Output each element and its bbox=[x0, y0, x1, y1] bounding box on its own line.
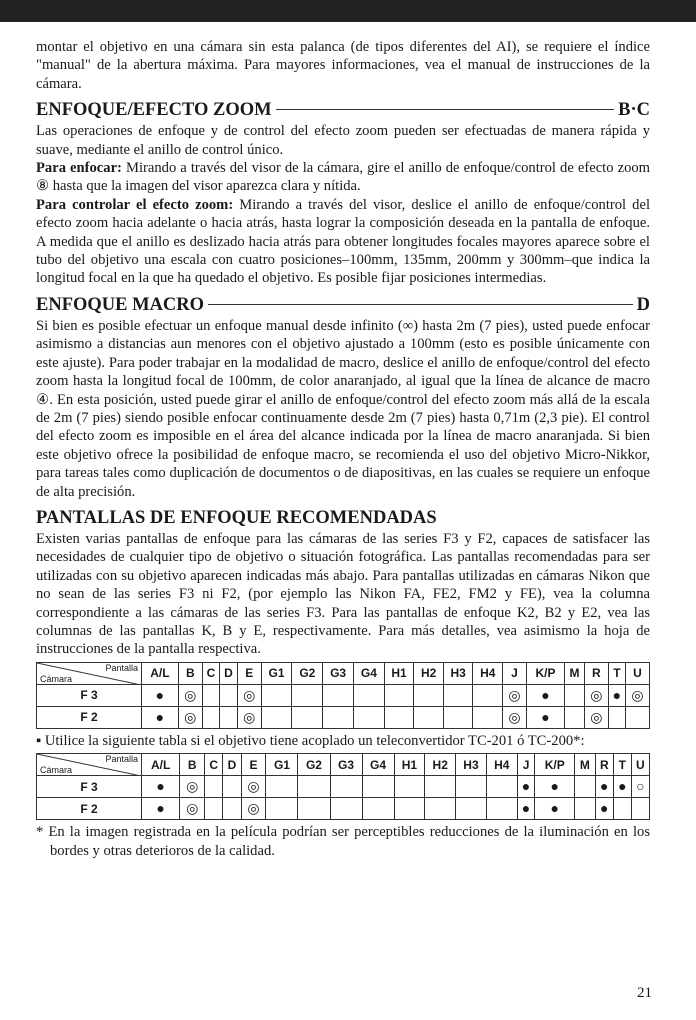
suitability-symbol: ◎ bbox=[243, 686, 256, 703]
suitability-symbol: ◎ bbox=[590, 708, 603, 725]
intro-paragraph: montar el objetivo en una cámara sin esta palanca (de tipos diferentes del AI), se requiere el índice "manual" de la abertura máxima. Para mayores informaciones, vea el manual de instrucciones de la cámara. bbox=[36, 39, 650, 92]
zoom-paragraph-1: Las operaciones de enfoque y de control del efecto zoom pueden ser efectuadas de manera rápida y suave, mediante el anillo de control único. bbox=[36, 123, 650, 158]
column-header-u: U bbox=[631, 754, 649, 776]
column-header-g1: G1 bbox=[261, 662, 292, 684]
page-number: 21 bbox=[637, 985, 652, 1001]
column-header-b: B bbox=[180, 754, 205, 776]
table-cell bbox=[384, 684, 414, 706]
camara-label: Cámara bbox=[40, 765, 73, 776]
table-cell bbox=[323, 684, 354, 706]
column-header-g4: G4 bbox=[362, 754, 394, 776]
column-header-g3: G3 bbox=[323, 662, 354, 684]
table-cell bbox=[503, 706, 527, 728]
table-cell bbox=[425, 798, 456, 820]
column-header-h4: H4 bbox=[486, 754, 517, 776]
table-cell bbox=[298, 776, 330, 798]
suitability-symbol: ◎ bbox=[243, 708, 256, 725]
suitability-symbol: ◎ bbox=[590, 686, 603, 703]
table-cell bbox=[456, 776, 487, 798]
table-cell bbox=[625, 706, 649, 728]
table-cell bbox=[394, 798, 425, 820]
table-cell bbox=[362, 776, 394, 798]
table-cell bbox=[613, 776, 631, 798]
suitability-symbol: ● bbox=[550, 778, 559, 795]
column-header-c: C bbox=[205, 754, 223, 776]
column-header-h1: H1 bbox=[394, 754, 425, 776]
table-cell bbox=[142, 684, 179, 706]
table-cell bbox=[574, 798, 595, 820]
zoom-heading-title: ENFOQUE/EFECTO ZOOM bbox=[36, 100, 272, 121]
suitability-symbol: ◎ bbox=[186, 800, 199, 817]
macro-heading-tag: D bbox=[636, 294, 650, 315]
table-cell bbox=[220, 684, 238, 706]
table-cell bbox=[574, 776, 595, 798]
table-cell bbox=[330, 798, 362, 820]
zoom-paragraph-3 bbox=[36, 196, 650, 288]
suitability-symbol: ◎ bbox=[631, 686, 644, 703]
table-cell bbox=[298, 798, 330, 820]
table-cell bbox=[205, 776, 223, 798]
table-cell bbox=[223, 776, 241, 798]
table-cell bbox=[564, 684, 584, 706]
camera-cell: F 3 bbox=[37, 684, 142, 706]
column-header-t: T bbox=[613, 754, 631, 776]
column-header-h2: H2 bbox=[414, 662, 444, 684]
table-cell bbox=[473, 706, 503, 728]
column-header-h4: H4 bbox=[473, 662, 503, 684]
column-header-h3: H3 bbox=[443, 662, 473, 684]
table-cell bbox=[354, 706, 385, 728]
table-cell bbox=[261, 684, 292, 706]
column-header-d: D bbox=[220, 662, 238, 684]
table-cell bbox=[414, 684, 444, 706]
table-cell bbox=[266, 776, 298, 798]
camera-cell: F 2 bbox=[37, 706, 142, 728]
suitability-symbol: ● bbox=[541, 686, 550, 703]
suitability-symbol: ● bbox=[156, 778, 165, 795]
column-header-t: T bbox=[608, 662, 625, 684]
table-cell bbox=[178, 684, 202, 706]
heading-rule bbox=[276, 109, 615, 110]
column-header-h1: H1 bbox=[384, 662, 414, 684]
table-cell bbox=[486, 776, 517, 798]
table-cell bbox=[564, 706, 584, 728]
column-header-j: J bbox=[503, 662, 527, 684]
table-cell bbox=[384, 706, 414, 728]
zoom-heading bbox=[36, 100, 650, 121]
column-header-u: U bbox=[625, 662, 649, 684]
column-header-c: C bbox=[202, 662, 220, 684]
column-header-j: J bbox=[517, 754, 535, 776]
table-cell bbox=[266, 798, 298, 820]
table-cell bbox=[178, 706, 202, 728]
column-header-g1: G1 bbox=[266, 754, 298, 776]
zoom-heading-tag: B·C bbox=[618, 100, 650, 121]
table-cell bbox=[535, 798, 575, 820]
column-header-m: M bbox=[574, 754, 595, 776]
screens-heading: PANTALLAS DE ENFOQUE RECOMENDADAS bbox=[36, 507, 437, 528]
table-cell bbox=[292, 706, 323, 728]
table-cell bbox=[526, 706, 564, 728]
table-cell bbox=[443, 684, 473, 706]
suitability-symbol: ● bbox=[600, 778, 609, 795]
top-bar bbox=[0, 0, 696, 22]
teleconverter-note: ▪ Utilice la siguiente tabla si el objetivo tiene acoplado un teleconvertidor TC-201 ó TC-200*: bbox=[36, 732, 585, 749]
column-header-k-p: K/P bbox=[526, 662, 564, 684]
suitability-symbol: ● bbox=[618, 778, 627, 795]
table-cell bbox=[595, 798, 613, 820]
table-row bbox=[37, 798, 650, 820]
suitability-symbol: ● bbox=[541, 708, 550, 725]
zoom-control-text: Mirando a través del visor, deslice el anillo de enfoque/control del efecto zoom hacia adelante o hacia atrás, hasta lograr la composición deseada en la pantalla de enfoque. A medida que el anillo es deslizado hacia atrás para obtener longitudes focales mayores aparece sobre el tubo del objetivo una escala con cuatro posiciones–100mm, 135mm, 200mm y 300mm–que indica la longitud focal en la que ha quedado el objetivo. Es posible fijar posiciones intermedias. bbox=[36, 196, 651, 287]
column-header-b: B bbox=[178, 662, 202, 684]
camera-cell: F 3 bbox=[37, 776, 142, 798]
suitability-symbol: ○ bbox=[636, 778, 645, 795]
table-row bbox=[37, 706, 650, 728]
table-cell bbox=[241, 798, 266, 820]
macro-heading-title: ENFOQUE MACRO bbox=[36, 294, 205, 315]
pantalla-label: Pantalla bbox=[105, 662, 138, 673]
column-header-a-l: A/L bbox=[142, 754, 180, 776]
table-cell bbox=[205, 798, 223, 820]
table-cell bbox=[517, 798, 535, 820]
table-cell bbox=[237, 706, 261, 728]
suitability-symbol: ◎ bbox=[184, 708, 197, 725]
table-cell bbox=[220, 706, 238, 728]
macro-heading bbox=[36, 295, 650, 316]
focus-screen-table bbox=[36, 662, 650, 729]
column-header-r: R bbox=[595, 754, 613, 776]
suitability-symbol: ● bbox=[156, 800, 165, 817]
column-header-m: M bbox=[564, 662, 584, 684]
table-cell bbox=[526, 684, 564, 706]
table-cell bbox=[241, 776, 266, 798]
table-header-row bbox=[37, 754, 650, 776]
suitability-symbol: ● bbox=[521, 778, 531, 795]
table-cell bbox=[631, 798, 649, 820]
table-cell bbox=[595, 776, 613, 798]
suitability-symbol: ◎ bbox=[186, 778, 199, 795]
table-cell bbox=[425, 776, 456, 798]
screens-paragraph: Existen varias pantallas de enfoque para las cámaras de las series F3 y F2, capaces de satisfacer las necesidades de cualquier tipo de objetivo o situación fotográfica. Las pantallas recomendadas para ser utilizadas con su objetivo aparecen indicadas más abajo. Para pantallas utilizadas en cámaras Nikon que no sean de las series F3 ni F2, (por ejemplo las Nikon FA, FE2, FM2 y FE), vea la columna correspondiente a las cámaras de las series F3. Para las pantallas de enfoque K2, B2 y E2, vea las columnas de las pantallas K, B y E, respectivamente. Para más detalles, vea asimismo la hoja de instrucciones de la pantalla respectiva. bbox=[36, 530, 650, 658]
column-header-h3: H3 bbox=[456, 754, 487, 776]
column-header-k-p: K/P bbox=[535, 754, 575, 776]
focus-text: Mirando a través del visor de la cámara, gire el anillo de enfoque/control de efecto zoom ⑧ hasta que la imagen del visor aparezca clara y nítida. bbox=[36, 160, 651, 195]
table-cell bbox=[223, 798, 241, 820]
table-cell bbox=[486, 798, 517, 820]
table-corner-cell bbox=[37, 662, 142, 684]
table-cell bbox=[180, 776, 205, 798]
zoom-paragraph-2 bbox=[36, 159, 650, 196]
table-cell bbox=[330, 776, 362, 798]
table-cell bbox=[362, 798, 394, 820]
camara-label: Cámara bbox=[40, 673, 73, 684]
column-header-r: R bbox=[584, 662, 608, 684]
table-cell bbox=[414, 706, 444, 728]
table-cell bbox=[354, 684, 385, 706]
table-cell bbox=[613, 798, 631, 820]
column-header-a-l: A/L bbox=[142, 662, 179, 684]
table-header-row bbox=[37, 662, 650, 684]
column-header-d: D bbox=[223, 754, 241, 776]
suitability-symbol: ◎ bbox=[247, 778, 260, 795]
table-cell bbox=[180, 798, 205, 820]
table-cell bbox=[584, 706, 608, 728]
macro-paragraph: Si bien es posible efectuar un enfoque manual desde infinito (∞) hasta 2m (7 pies), usted puede enfocar asimismo a distancias aun menores con el objetivo ajustado a 100mm (esto es posible únicamente con este ajuste). Para poder trabajar en la modalidad de macro, deslice el anillo de enfoque/control del efecto zoom hasta la longitud focal de 100mm, de color anaranjado, al igual que la línea de alcance de macro ④. En esta posición, usted puede girar el anillo de enfoque/control del efecto zoom más allá de la escala de 2m (7 pies) siendo posible enfocar continuamente desde 2m (7 pies) hasta 0,71m (2,3 pie). El control del efecto zoom es imposible en el área del alcance indicada por la línea de macro anaranjada. Si bien este objetivo ofrece la posibilidad de enfoque macro, se recomienda el uso del objetivo Micro-Nikkor, para tareas tales como duplicación de documentos o de diapositivas, en las cuales se requiere un enfoque de alta precisión. bbox=[36, 317, 650, 500]
suitability-symbol: ● bbox=[600, 800, 609, 817]
table-cell bbox=[631, 776, 649, 798]
table-cell bbox=[584, 684, 608, 706]
suitability-symbol: ◎ bbox=[508, 708, 521, 725]
column-header-g2: G2 bbox=[298, 754, 330, 776]
table-cell bbox=[456, 798, 487, 820]
column-header-e: E bbox=[241, 754, 266, 776]
table-cell bbox=[323, 706, 354, 728]
table-cell bbox=[443, 706, 473, 728]
table-cell bbox=[503, 684, 527, 706]
suitability-symbol: ● bbox=[612, 686, 622, 703]
table-cell bbox=[261, 706, 292, 728]
page-content bbox=[36, 38, 650, 860]
table-cell bbox=[473, 684, 503, 706]
column-header-h2: H2 bbox=[425, 754, 456, 776]
table-cell bbox=[625, 684, 649, 706]
table-cell bbox=[292, 684, 323, 706]
focus-label: Para enfocar: bbox=[36, 160, 122, 177]
table-cell bbox=[142, 798, 180, 820]
table-corner-cell bbox=[37, 754, 142, 776]
table-cell bbox=[517, 776, 535, 798]
table-cell bbox=[535, 776, 575, 798]
table-cell bbox=[608, 706, 625, 728]
table-cell bbox=[608, 684, 625, 706]
footnote: * En la imagen registrada en la película podrían ser perceptibles reducciones de la iluminación en los bordes y otras deterioros de la calidad. bbox=[36, 824, 650, 859]
column-header-g2: G2 bbox=[292, 662, 323, 684]
focus-screen-table-teleconverter bbox=[36, 753, 650, 820]
suitability-symbol: ● bbox=[155, 686, 165, 703]
table-cell bbox=[142, 776, 180, 798]
table-cell bbox=[202, 706, 220, 728]
table-cell bbox=[202, 684, 220, 706]
heading-rule bbox=[208, 304, 633, 305]
zoom-control-label: Para controlar el efecto zoom: bbox=[36, 196, 234, 213]
camera-cell: F 2 bbox=[37, 798, 142, 820]
suitability-symbol: ● bbox=[155, 708, 165, 725]
suitability-symbol: ◎ bbox=[184, 686, 197, 703]
table-row bbox=[37, 776, 650, 798]
pantalla-label: Pantalla bbox=[105, 754, 138, 765]
table-cell bbox=[237, 684, 261, 706]
column-header-e: E bbox=[237, 662, 261, 684]
column-header-g4: G4 bbox=[354, 662, 385, 684]
table-cell bbox=[142, 706, 179, 728]
table-row bbox=[37, 684, 650, 706]
suitability-symbol: ● bbox=[521, 800, 531, 817]
suitability-symbol: ◎ bbox=[508, 686, 521, 703]
suitability-symbol: ◎ bbox=[247, 800, 260, 817]
table-cell bbox=[394, 776, 425, 798]
suitability-symbol: ● bbox=[550, 800, 559, 817]
column-header-g3: G3 bbox=[330, 754, 362, 776]
